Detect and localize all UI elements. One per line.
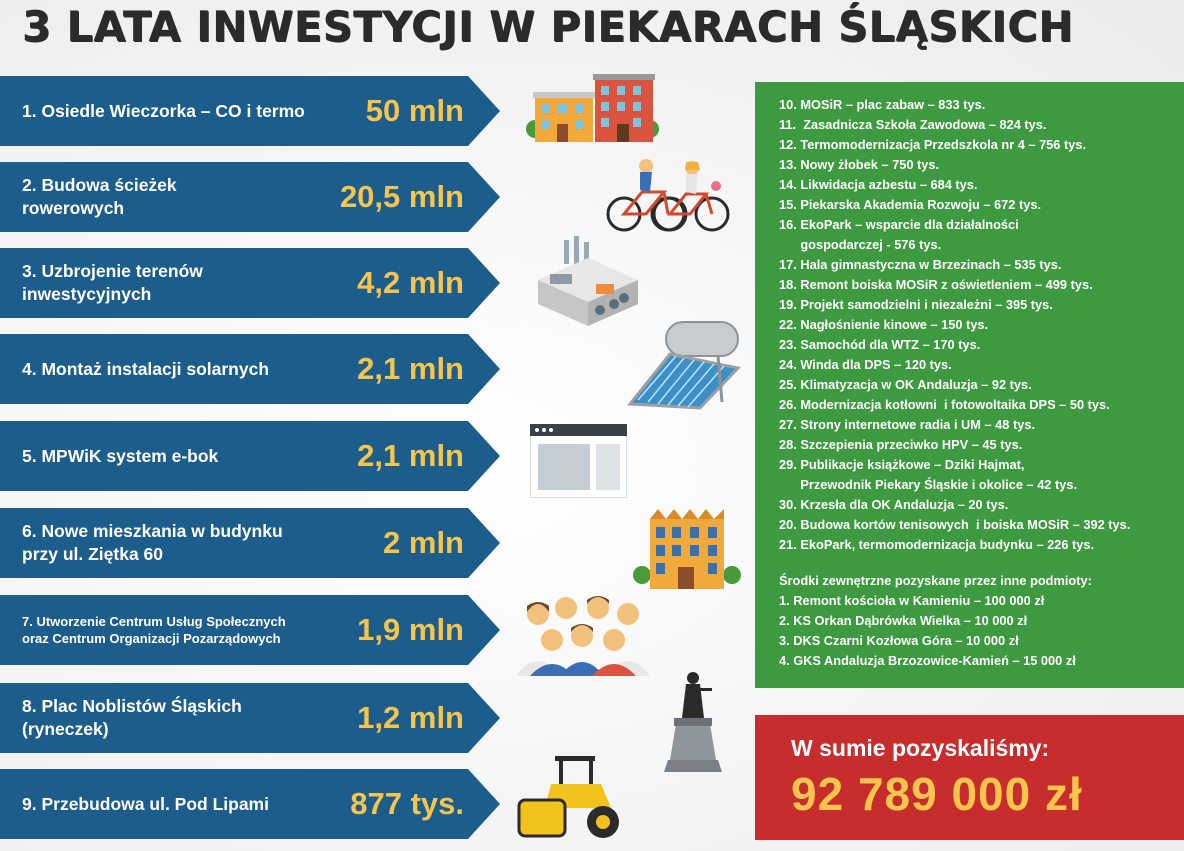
investment-item-3	[0, 248, 500, 318]
list-item: 11. Zasadnicza Szkoła Zawodowa – 824 tys.	[779, 117, 1047, 132]
list-item: 20. Budowa kortów tenisowych i boiska MOSiR – 392 tys.	[779, 517, 1131, 532]
list-item: 25. Klimatyzacja w OK Andaluzja – 92 tys.	[779, 377, 1032, 392]
investment-label: 8. Plac Noblistów Śląskich (ryneczek)	[22, 696, 242, 739]
investment-label: 9. Przebudowa ul. Pod Lipami	[22, 793, 269, 814]
investment-value: 877 tys.	[350, 786, 464, 821]
list-item: 17. Hala gimnastyczna w Brzezinach – 535 tys.	[779, 257, 1062, 272]
investment-label: 3. Uzbrojenie terenów inwestycyjnych	[22, 261, 203, 304]
list-item: 24. Winda dla DPS – 120 tys.	[779, 357, 952, 372]
list-item: Przewodnik Piekary Śląskie i okolice – 42 tys.	[779, 477, 1078, 492]
summary-panel	[755, 715, 1184, 840]
investment-value: 2,1 mln	[357, 438, 464, 473]
investment-item-9	[0, 769, 500, 839]
monument-icon	[660, 668, 726, 774]
investment-item-4	[0, 334, 500, 404]
people-group-icon	[514, 590, 650, 676]
investment-item-7	[0, 595, 500, 665]
investment-label: 4. Montaż instalacji solarnych	[22, 358, 270, 379]
summary-label: W sumie pozyskaliśmy:	[791, 735, 1050, 761]
tenement-building-icon	[632, 505, 742, 589]
factory-icon	[528, 236, 646, 328]
apartment-buildings-icon	[525, 74, 660, 146]
cyclists-icon	[606, 156, 730, 234]
list-item: 19. Projekt samodzielni i niezależni – 395 tys.	[779, 297, 1053, 312]
list-item: 23. Samochód dla WTZ – 170 tys.	[779, 337, 981, 352]
browser-window-icon	[530, 424, 627, 498]
list-item: 26. Modernizacja kotłowni i fotowoltaika DPS – 50 tys.	[779, 397, 1110, 412]
page-title: 3 LATA INWESTYCJI W PIEKARACH ŚLĄSKICH	[22, 2, 1074, 51]
list-item: 28. Szczepienia przeciwko HPV – 45 tys.	[779, 437, 1023, 452]
list-item: 29. Publikacje książkowe – Dziki Hajmat,	[779, 457, 1025, 472]
investment-value: 50 mln	[365, 93, 464, 128]
list-item: 13. Nowy żłobek – 750 tys.	[779, 157, 940, 172]
list-item: 21. EkoPark, termomodernizacja budynku – 226 tys.	[779, 537, 1095, 552]
list-item: 12. Termomodernizacja Przedszkola nr 4 – 756 tys.	[779, 137, 1087, 152]
investment-value: 20,5 mln	[339, 179, 464, 214]
investment-value: 2,1 mln	[357, 351, 464, 386]
summary-value: 92 789 000 zł	[791, 768, 1083, 820]
list-item: 4. GKS Andaluzja Brzozowice-Kamień – 15 000 zł	[779, 653, 1076, 668]
list-item: 10. MOSiR – plac zabaw – 833 tys.	[779, 97, 986, 112]
list-item: 22. Nagłośnienie kinowe – 150 tys.	[779, 317, 989, 332]
list-item: 15. Piekarska Akademia Rozwoju – 672 tys.	[779, 197, 1041, 212]
list-item: 30. Krzesła dla OK Andaluzja – 20 tys.	[779, 497, 1009, 512]
list-item: 2. KS Orkan Dąbrówka Wielka – 10 000 zł	[779, 613, 1028, 628]
investment-item-6	[0, 508, 500, 578]
investment-item-2	[0, 162, 500, 232]
list-item: 3. DKS Czarni Kozłowa Góra – 10 000 zł	[779, 633, 1019, 648]
investment-label: 1. Osiedle Wieczorka – CO i termo	[22, 100, 305, 121]
investment-label: 6. Nowe mieszkania w budynku przy ul. Ziętka 60	[22, 521, 283, 564]
external-funds-heading: Środki zewnętrzne pozyskane przez inne podmioty:	[779, 573, 1092, 588]
investment-item-8	[0, 683, 500, 753]
investment-item-5	[0, 421, 500, 491]
list-item: 16. EkoPark – wsparcie dla działalności	[779, 217, 1019, 232]
investment-value: 1,2 mln	[357, 700, 464, 735]
list-item: 14. Likwidacja azbestu – 684 tys.	[779, 177, 978, 192]
list-item: gospodarczej - 576 tys.	[779, 237, 942, 252]
investment-value: 1,9 mln	[357, 612, 464, 647]
investment-label: 5. MPWiK system e-bok	[22, 445, 219, 466]
list-item: 18. Remont boiska MOSiR z oświetleniem – 499 tys.	[779, 277, 1093, 292]
road-roller-icon	[515, 752, 625, 840]
investment-value: 2 mln	[383, 525, 464, 560]
investment-label: 2. Budowa ścieżek rowerowych	[22, 175, 177, 218]
investment-item-1	[0, 76, 500, 146]
solar-collector-icon	[626, 318, 742, 410]
investment-value: 4,2 mln	[357, 265, 464, 300]
investment-label: 7. Utworzenie Centrum Usług Społecznych oraz Centrum Organizacji Pozarządowych	[22, 614, 286, 646]
list-item: 27. Strony internetowe radia i UM – 48 tys.	[779, 417, 1036, 432]
other-investments-panel	[755, 82, 1184, 688]
list-item: 1. Remont kościoła w Kamieniu – 100 000 zł	[779, 593, 1045, 608]
